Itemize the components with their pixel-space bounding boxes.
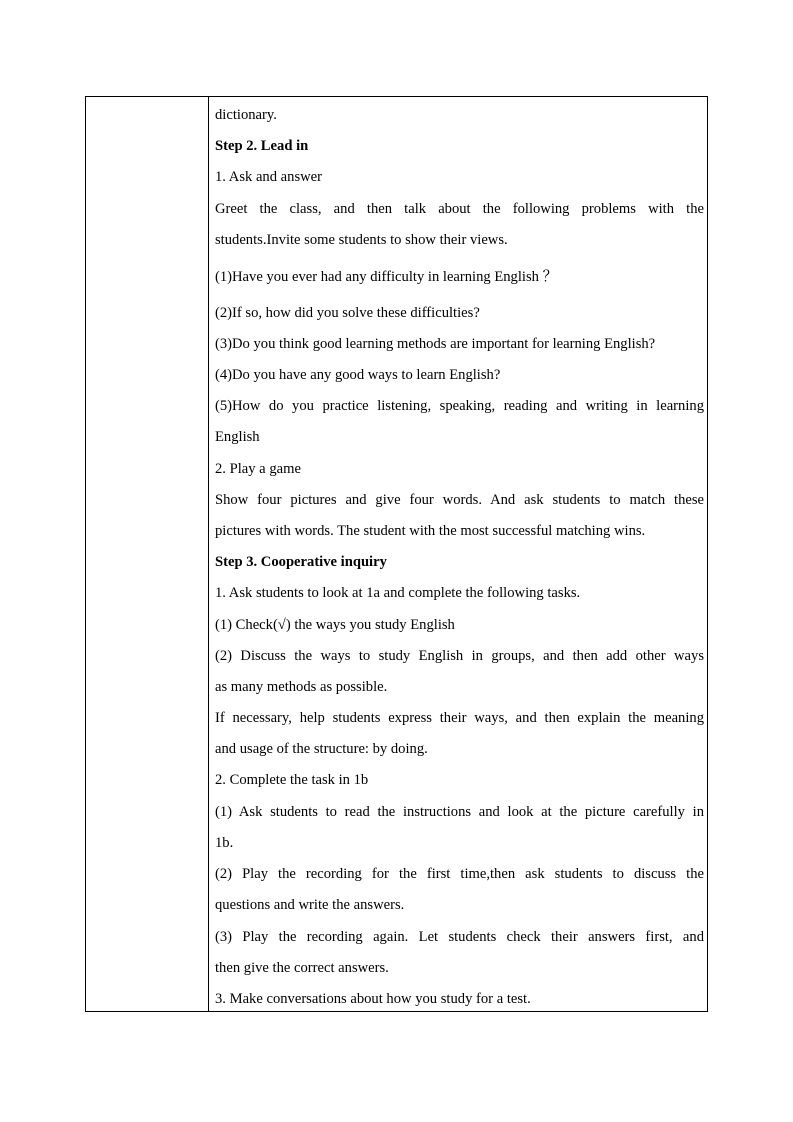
column-divider	[208, 97, 209, 1011]
lesson-table	[85, 96, 708, 1012]
text-line: 1. Ask and answer	[215, 169, 323, 185]
text-line: pictures with words. The student with the most successful matching wins.	[215, 523, 646, 539]
text-line: 2. Play a game	[215, 461, 301, 477]
text-line: students.Invite some students to show their views.	[215, 232, 508, 248]
question-item: (2)If so, how did you solve these difficulties?	[215, 305, 480, 321]
task-item: (3) Play the recording again. Let students check their answers first, and	[215, 929, 704, 945]
text-line: dictionary.	[215, 107, 277, 123]
section-heading: Step 3. Cooperative inquiry	[215, 554, 387, 570]
text-line: 1. Ask students to look at 1a and complete the following tasks.	[215, 585, 581, 601]
task-item: (2) Play the recording for the first time,then ask students to discuss the	[215, 866, 704, 882]
text-line: 1b.	[215, 835, 234, 851]
question-item: (4)Do you have any good ways to learn English?	[215, 367, 501, 383]
text-line: If necessary, help students express their ways, and then explain the meaning	[215, 710, 704, 726]
text-line: 2. Complete the task in 1b	[215, 772, 369, 788]
text-line: 3. Make conversations about how you study for a test.	[215, 991, 531, 1007]
question-item: (3)Do you think good learning methods are important for learning English?	[215, 336, 656, 352]
section-heading: Step 2. Lead in	[215, 138, 309, 154]
text-line: English	[215, 429, 260, 445]
text-line: Greet the class, and then talk about the following problems with the	[215, 201, 704, 217]
text-line: then give the correct answers.	[215, 960, 389, 976]
text-line: questions and write the answers.	[215, 897, 405, 913]
text-line: and usage of the structure: by doing.	[215, 741, 428, 757]
task-item: (2) Discuss the ways to study English in groups, and then add other ways	[215, 648, 704, 664]
question-item: (5)How do you practice listening, speaking, reading and writing in learning	[215, 398, 704, 414]
question-item: (1)Have you ever had any difficulty in learning English ？	[215, 269, 558, 285]
text-line: as many methods as possible.	[215, 679, 388, 695]
text-line: Show four pictures and give four words. And ask students to match these	[215, 492, 704, 508]
task-item: (1) Ask students to read the instructions and look at the picture carefully in	[215, 804, 704, 820]
task-item: (1) Check(√) the ways you study English	[215, 617, 455, 633]
